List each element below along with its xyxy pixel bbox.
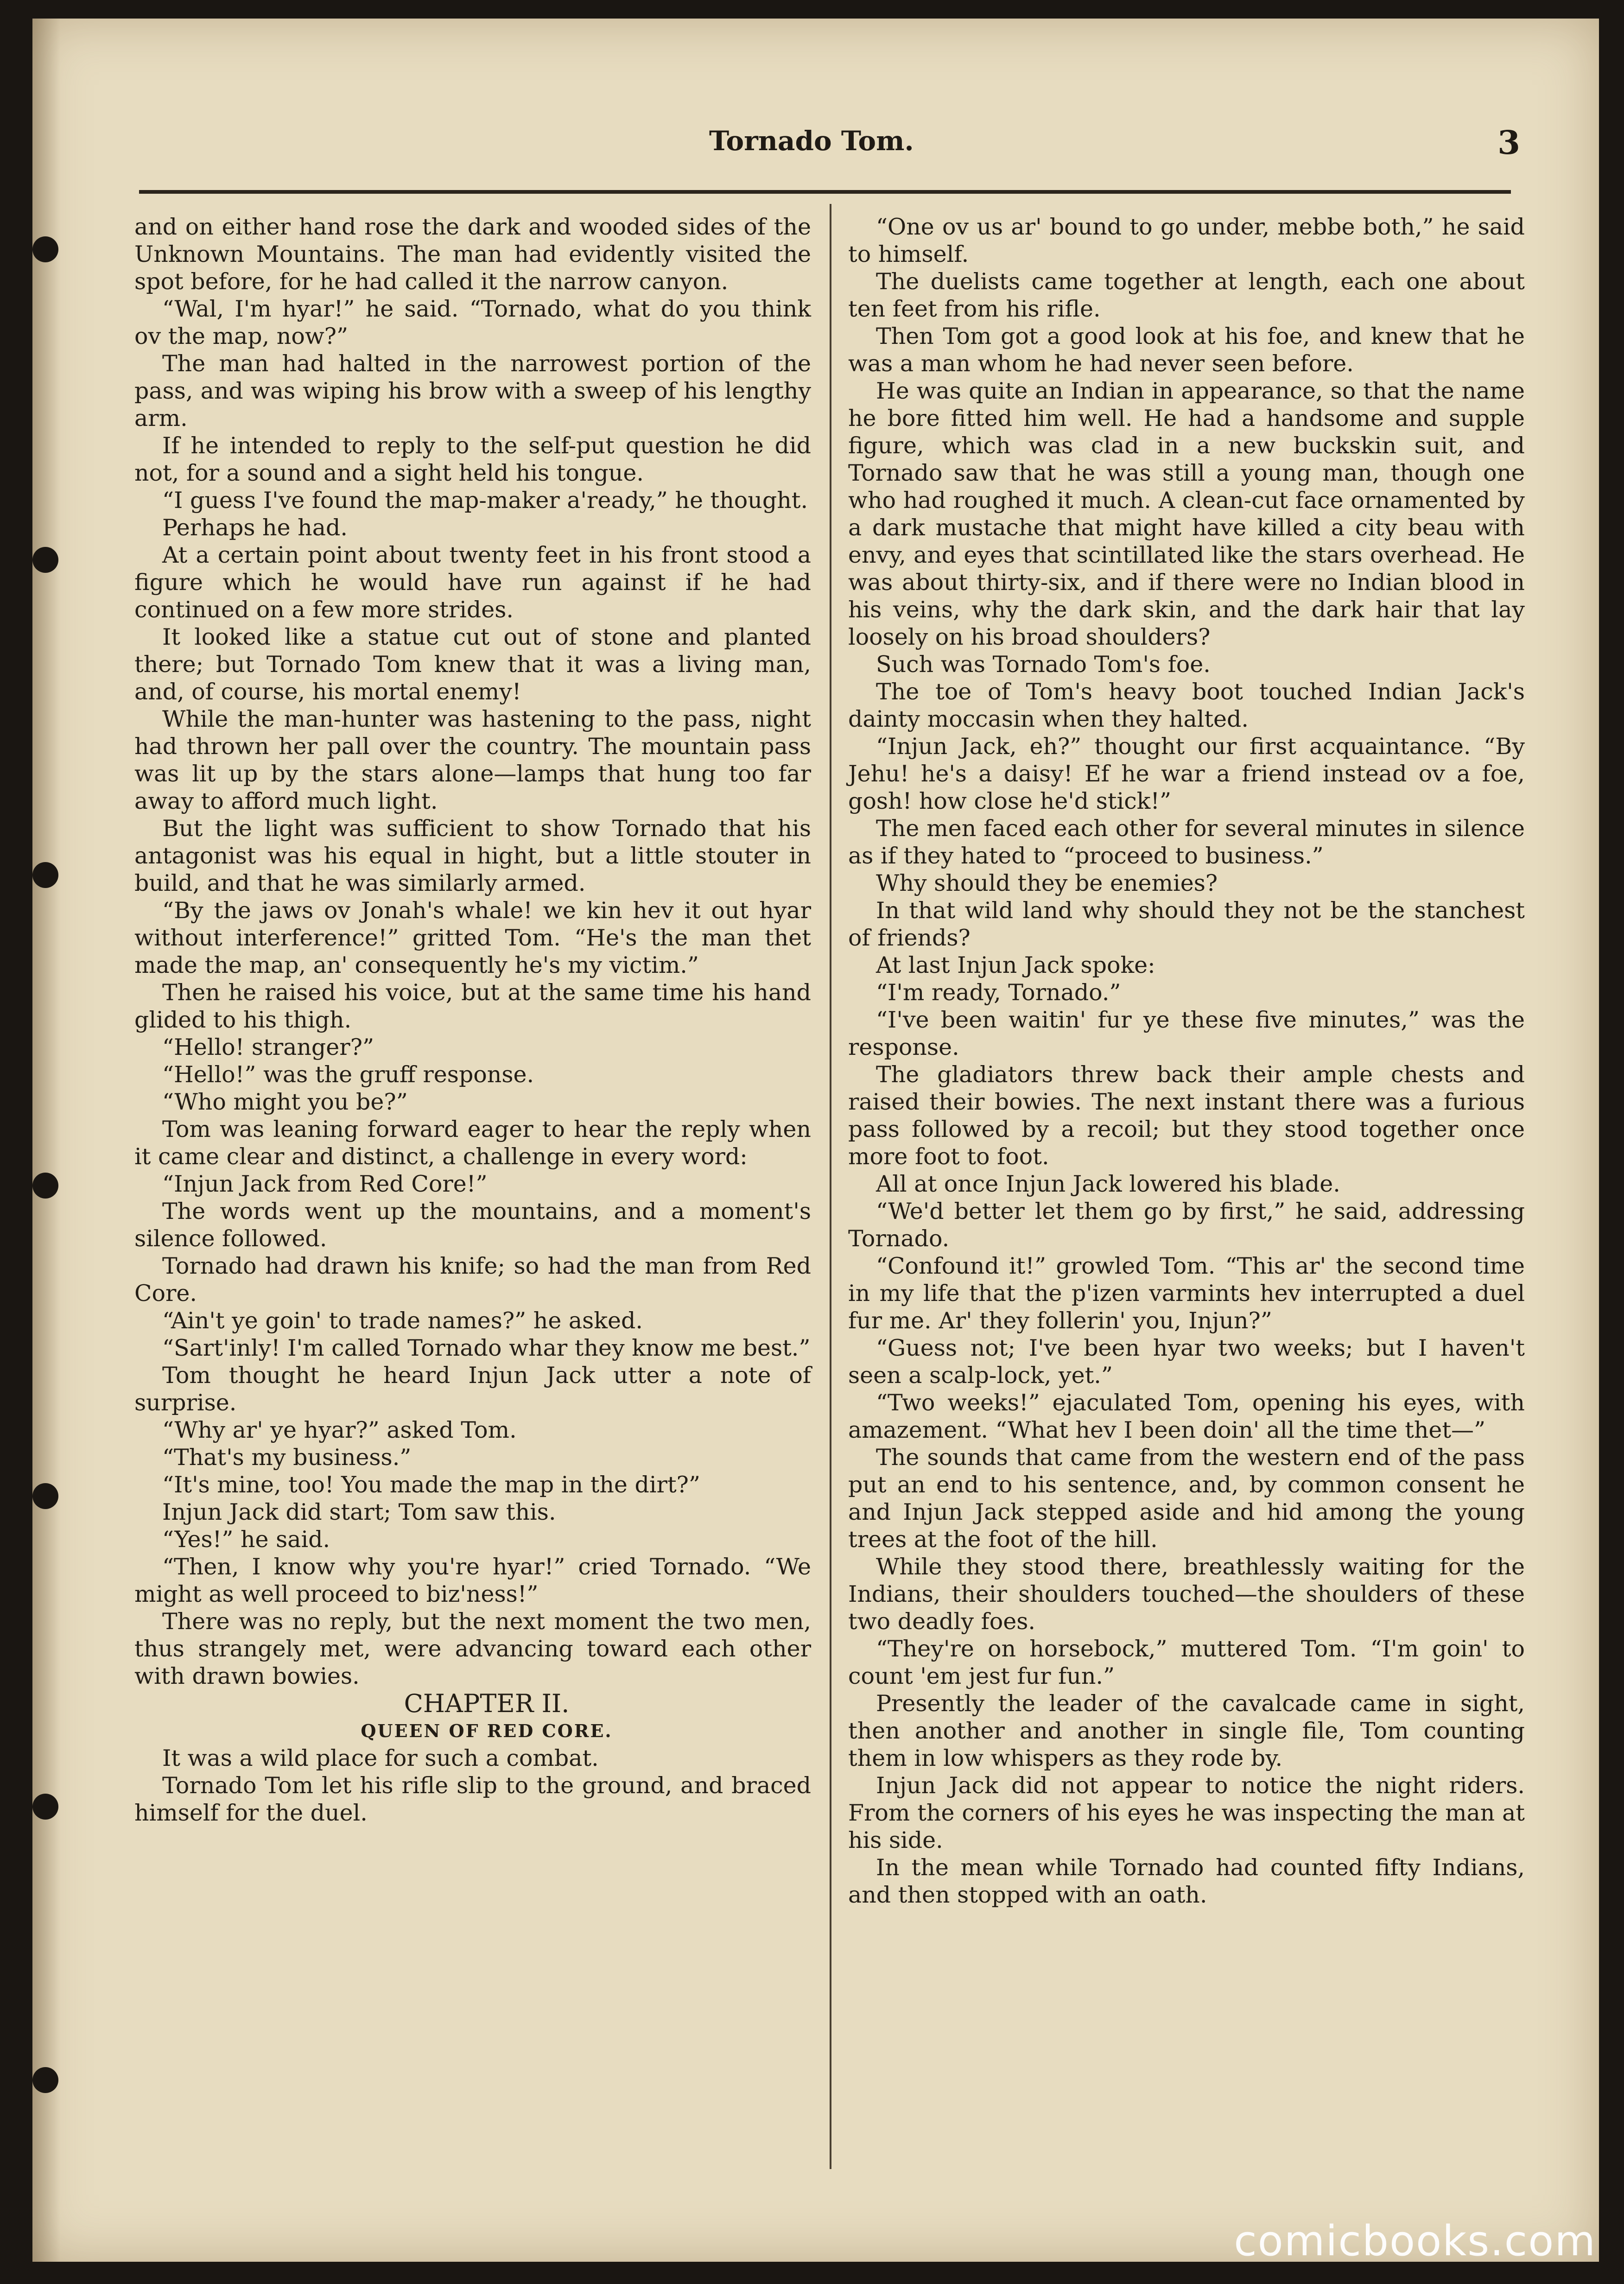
- paragraph: It looked like a statue cut out of stone and planted there; but Tornado Tom knew that it was a living man, and, of course, his mortal enemy!: [134, 624, 811, 705]
- paragraph: Tom was leaning forward eager to hear the reply when it came clear and distinct, a challenge in every word:: [134, 1116, 811, 1170]
- paragraph: “Guess not; I've been hyar two weeks; but I haven't seen a scalp-lock, yet.”: [848, 1335, 1525, 1389]
- paragraph: “Sart'inly! I'm called Tornado whar they know me best.”: [162, 1335, 811, 1361]
- binding-hole: [32, 1173, 58, 1199]
- paragraph: The toe of Tom's heavy boot touched Indian Jack's dainty moccasin when they halted.: [848, 679, 1525, 732]
- paragraph: While they stood there, breathlessly waiting for the Indians, their shoulders touched—the shoulders of these two deadly foes.: [848, 1554, 1525, 1635]
- paragraph: Then Tom got a good look at his foe, and knew that he was a man whom he had never seen before.: [848, 323, 1525, 377]
- paragraph: “Why ar' ye hyar?” asked Tom.: [162, 1417, 517, 1443]
- paragraph: “It's mine, too! You made the map in the dirt?”: [162, 1472, 700, 1498]
- paragraph: But the light was sufficient to show Tornado that his antagonist was his equal in hight, but a little stouter in build, and that he was similarly armed.: [134, 815, 811, 896]
- paragraph: “Then, I know why you're hyar!” cried Tornado. “We might as well proceed to biz'ness!”: [134, 1554, 811, 1607]
- paragraph: “They're on horsebock,” muttered Tom. “I'm goin' to count 'em jest fur fun.”: [848, 1636, 1525, 1689]
- paragraph: Injun Jack did start; Tom saw this.: [162, 1499, 556, 1525]
- paragraph: It was a wild place for such a combat.: [162, 1745, 599, 1771]
- paragraph: “Injun Jack, eh?” thought our first acquaintance. “By Jehu! he's a daisy! Ef he war a friend instead ov a foe, gosh! how close he'd stick!”: [848, 733, 1525, 814]
- paragraph: At a certain point about twenty feet in his front stood a figure which he would have run against if he had continued on a few more strides.: [134, 542, 811, 623]
- watermark: comicbooks.com: [1234, 2217, 1596, 2265]
- paragraph: The words went up the mountains, and a moment's silence followed.: [134, 1198, 811, 1252]
- paragraph: “Yes!” he said.: [162, 1526, 330, 1553]
- paragraph: Perhaps he had.: [162, 514, 348, 541]
- paragraph: “Hello!” was the gruff response.: [162, 1061, 534, 1088]
- paragraph: “I guess I've found the map-maker a'ready,” he thought.: [162, 487, 808, 514]
- binding-hole: [32, 1794, 58, 1820]
- paragraph: The sounds that came from the western end of the pass put an end to his sentence, and, by common consent he and Injun Jack stepped aside and hid among the young trees at the foot of the hill.: [848, 1444, 1525, 1553]
- running-title: Tornado Tom.: [709, 125, 914, 157]
- paragraph: “Wal, I'm hyar!” he said. “Tornado, what do you think ov the map, now?”: [134, 296, 811, 349]
- paragraph: Why should they be enemies?: [876, 870, 1218, 896]
- paragraph: “Confound it!” growled Tom. “This ar' the second time in my life that the p'izen varmints hev interrupted a duel fur me. Ar' they follerin' you, Injun?”: [848, 1253, 1525, 1334]
- paragraph: Presently the leader of the cavalcade came in sight, then another and another in single file, Tom counting them in low whispers as they rode by.: [848, 1690, 1525, 1771]
- paragraph: “By the jaws ov Jonah's whale! we kin hev it out hyar without interference!” gritted Tom. “He's the man thet made the map, an' consequently he's my victim.”: [134, 897, 811, 978]
- binding-hole: [32, 2067, 58, 2093]
- paragraph: “I'm ready, Tornado.”: [876, 979, 1121, 1006]
- binding-hole: [32, 1483, 58, 1509]
- page-number: 3: [1497, 123, 1520, 162]
- paragraph: and on either hand rose the dark and wooded sides of the Unknown Mountains. The man had evidently visited the spot before, for he had called it the narrow canyon.: [134, 214, 811, 295]
- paragraph: Tom thought he heard Injun Jack utter a note of surprise.: [134, 1362, 811, 1416]
- paragraph: Injun Jack did not appear to notice the night riders. From the corners of his eyes he was inspecting the man at his side.: [848, 1772, 1525, 1853]
- right-column: [848, 213, 1525, 1909]
- paragraph: The duelists came together at length, each one about ten feet from his rifle.: [848, 268, 1525, 322]
- paragraph: “Who might you be?”: [162, 1089, 408, 1115]
- paragraph: Tornado Tom let his rifle slip to the ground, and braced himself for the duel.: [134, 1772, 811, 1826]
- chapter-title: CHAPTER II.: [404, 1689, 570, 1718]
- header-rule: [139, 190, 1511, 194]
- paragraph: “One ov us ar' bound to go under, mebbe both,” he said to himself.: [848, 214, 1525, 267]
- paragraph: “Injun Jack from Red Core!”: [162, 1171, 488, 1197]
- paragraph: “Hello! stranger?”: [162, 1034, 374, 1060]
- binding-hole: [32, 547, 58, 573]
- paragraph: In that wild land why should they not be the stanchest of friends?: [848, 897, 1525, 951]
- paragraph: “We'd better let them go by first,” he said, addressing Tornado.: [848, 1198, 1525, 1252]
- paragraph: While the man-hunter was hastening to the pass, night had thrown her pall over the country. The mountain pass was lit up by the stars alone—lamps that hung too far away to afford much light.: [134, 706, 811, 814]
- paragraph: All at once Injun Jack lowered his blade.: [876, 1171, 1340, 1197]
- left-column: [134, 213, 811, 1827]
- page-header: [139, 125, 1520, 171]
- paragraph: There was no reply, but the next moment the two men, thus strangely met, were advancing toward each other with drawn bowies.: [134, 1608, 811, 1689]
- column-divider: [830, 204, 831, 2169]
- paragraph: “Ain't ye goin' to trade names?” he asked.: [162, 1307, 643, 1334]
- paragraph: At last Injun Jack spoke:: [876, 952, 1155, 978]
- paragraph: “That's my business.”: [162, 1444, 412, 1471]
- paragraph: “Two weeks!” ejaculated Tom, opening his eyes, with amazement. “What hev I been doin' all the time thet—”: [848, 1389, 1525, 1443]
- paragraph: The man had halted in the narrowest portion of the pass, and was wiping his brow with a sweep of his lengthy arm.: [134, 350, 811, 431]
- paragraph: “I've been waitin' fur ye these five minutes,” was the response.: [848, 1007, 1525, 1060]
- paragraph: The gladiators threw back their ample chests and raised their bowies. The next instant there was a furious pass followed by a recoil; but they stood together once more foot to foot.: [848, 1061, 1525, 1170]
- paragraph: He was quite an Indian in appearance, so that the name he bore fitted him well. He had a handsome and supple figure, which was clad in a new buckskin suit, and Tornado saw that he was still a young man, though one who had roughed it much. A clean-cut face ornamented by a dark mustache that might have killed a city beau with envy, and eyes that scintillated like the stars overhead. He was about thirty-six, and if there were no Indian blood in his veins, why the dark skin, and the dark hair that lay loosely on his broad shoulders?: [848, 378, 1525, 650]
- binding-hole: [32, 862, 58, 888]
- paragraph: Such was Tornado Tom's foe.: [876, 651, 1211, 678]
- paragraph: The men faced each other for several minutes in silence as if they hated to “proceed to business.”: [848, 815, 1525, 869]
- paragraph: If he intended to reply to the self-put question he did not, for a sound and a sight held his tongue.: [134, 432, 811, 486]
- paragraph: Tornado had drawn his knife; so had the man from Red Core.: [134, 1253, 811, 1307]
- paragraph: In the mean while Tornado had counted fifty Indians, and then stopped with an oath.: [848, 1854, 1525, 1908]
- chapter-subtitle: QUEEN OF RED CORE.: [361, 1720, 613, 1741]
- paragraph: Then he raised his voice, but at the same time his hand glided to his thigh.: [134, 979, 811, 1033]
- binding-hole: [32, 236, 58, 262]
